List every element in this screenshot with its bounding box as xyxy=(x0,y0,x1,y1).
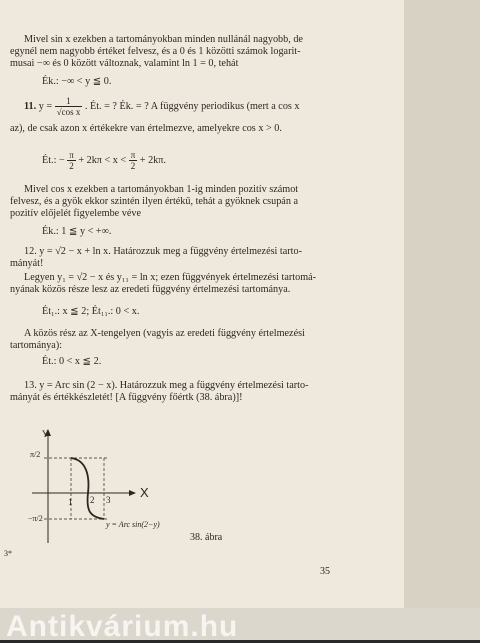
y-axis-label: Y xyxy=(42,429,49,439)
result-prefix: Ét.: − xyxy=(42,154,65,166)
result-suffix: + 2kπ. xyxy=(139,154,166,166)
fraction-numerator: 1 xyxy=(66,96,71,106)
text-line: Mivel cos x ezekben a tartományokban 1-ig minden pozitív számot xyxy=(24,184,299,195)
x-tick-1: 1 xyxy=(68,497,73,507)
example-12 xyxy=(10,246,396,270)
text-line: egynél nem nagyobb értéket felvesz, és a 0 és 1 közötti számok logarit- xyxy=(10,46,301,57)
fraction-denominator: 2 xyxy=(69,161,74,171)
tick-neg-pi-half: −π/2 xyxy=(28,514,43,523)
result-middle: + 2kπ < x < xyxy=(78,154,127,166)
arcsin-graph xyxy=(28,427,208,545)
text-line: az), de csak azon x értékekre van értelmezve, amelyekre cos x > 0. xyxy=(10,123,282,134)
paragraph-3 xyxy=(10,272,396,296)
text-line: Legyen y₁ = √2 − x és y₁₁ = ln x; ezen függvények értelmezési tartomá- xyxy=(24,272,317,283)
tick-pi-half: π/2 xyxy=(30,450,41,459)
watermark-text: Antikvárium.hu xyxy=(6,610,239,643)
fraction-denominator: 2 xyxy=(130,161,136,171)
text-line: musai −∞ és 0 között változnak, valamint ln 1 = 0, tehát xyxy=(10,58,239,69)
domain-result-12b: Ét.: 0 < x ≦ 2. xyxy=(42,356,102,367)
range-result-1: Ék.: −∞ < y ≦ 0. xyxy=(42,76,112,87)
fraction xyxy=(67,150,76,171)
fraction-numerator: π xyxy=(130,150,136,160)
example-text: . Ét. = ? Ék. = ? A függvény periodikus (mert a cos x xyxy=(84,100,300,112)
domain-result-11 xyxy=(42,150,166,171)
page-number: 35 xyxy=(320,566,330,577)
paragraph-4 xyxy=(10,328,396,352)
text-line: tartománya): xyxy=(10,340,63,351)
text-line: mányát! xyxy=(10,258,44,269)
equation-lhs: y = xyxy=(38,100,53,112)
x-tick-3: 3 xyxy=(106,495,111,505)
fraction xyxy=(129,150,138,171)
text-line: nyának közös része lesz az eredeti függvény értelmezési tartománya. xyxy=(10,284,291,295)
fraction-numerator: π xyxy=(69,150,74,160)
example-13 xyxy=(10,380,396,404)
figure-caption: 38. ábra xyxy=(190,532,223,543)
fraction-denominator: √cos x xyxy=(56,107,81,117)
text-line: 12. y = √2 − x + ln x. Határozzuk meg a függvény értelmezési tarto- xyxy=(24,246,302,257)
x-axis-arrow xyxy=(129,490,136,496)
fraction xyxy=(55,96,83,117)
x-tick-2: 2 xyxy=(90,495,95,505)
paragraph-1 xyxy=(10,34,396,70)
margin-mark: 3* xyxy=(4,549,12,558)
text-line: mányát és értékkészletét! [A függvény főértk (38. ábra)]! xyxy=(10,392,243,403)
text-line: 13. y = Arc sin (2 − x). Határozzuk meg a függvény értelmezési tarto- xyxy=(24,380,309,391)
text-line: pozitív előjelét figyelembe véve xyxy=(10,208,141,219)
text-line: A közös rész az X-tengelyen (vagyis az eredeti függvény értelmezési xyxy=(24,328,305,339)
text-line: felvesz, és a gyök ekkor szintén ilyen értékű, tehát a gyöknek csupán a xyxy=(10,196,298,207)
example-number: 11. xyxy=(24,100,37,112)
range-result-2: Ék.: 1 ≦ y < +∞. xyxy=(42,226,112,237)
paragraph-2 xyxy=(10,184,396,220)
domain-result-12: Ét₁.: x ≦ 2; Ét₁₁.: 0 < x. xyxy=(42,306,140,317)
example-11 xyxy=(24,96,300,117)
curve-label: y = Arc sin(2−y) xyxy=(106,520,160,529)
x-axis-label: X xyxy=(140,485,149,500)
page-gutter xyxy=(404,0,480,608)
text-line: Mivel sin x ezekben a tartományokban minden nullánál nagyobb, de xyxy=(24,34,303,45)
arcsin-curve xyxy=(71,458,104,519)
